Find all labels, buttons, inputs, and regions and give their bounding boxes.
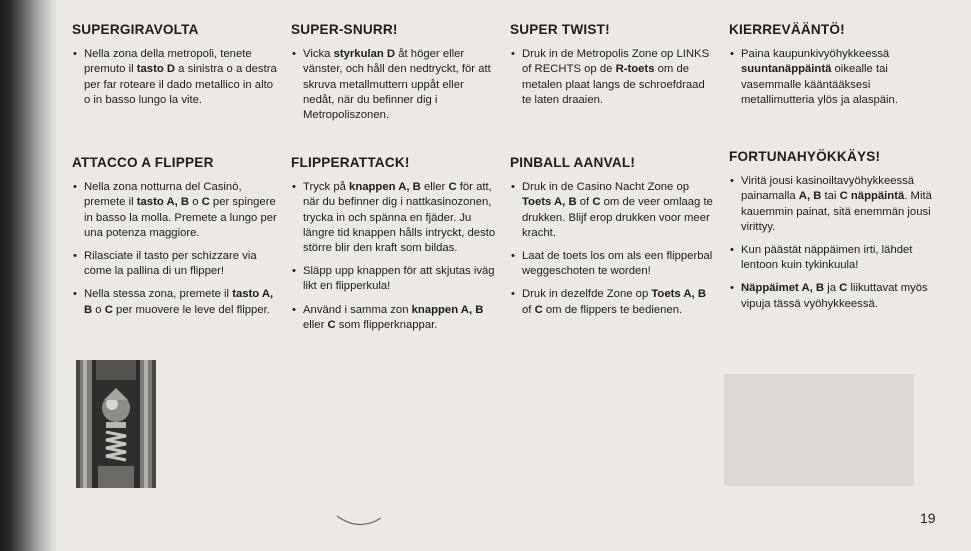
section-title: KIERREVÄÄNTÖ! [729,22,845,37]
bullet-list [729,174,935,312]
bullet-list [510,47,716,108]
bold-text-run: Toets A, B [651,288,706,301]
bold-text-run: R-toets [615,63,655,76]
column-finnish [729,22,935,310]
section [72,22,278,108]
text-run: . Mitä kauemmin painat, sitä enemmän jousi virittyy. [741,190,932,233]
section-title: PINBALL AANVAL! [510,155,636,170]
text-run: om de flippers te bedienen. [542,303,683,316]
bullet-item [510,180,716,241]
bold-text-run: C [327,318,336,331]
text-run: o [189,196,202,209]
section [510,155,716,326]
bullet-item [72,249,278,279]
bold-text-run: C näppäintä [839,190,905,203]
bullet-item [72,47,278,108]
bold-text-run: tasto A, B [84,288,274,316]
text-run: Nella zona notturna del Casinò, premete il [84,181,242,209]
bullet-item [291,180,497,256]
text-run: per muovere le leve del flipper. [112,303,270,316]
text-run: Nella stessa zona, premete il [84,288,233,301]
bold-text-run: tasto D [136,63,176,76]
bullet-item [729,47,935,108]
section [72,155,278,326]
bold-text-run: styrkulan D [333,48,396,61]
text-run: eller [420,181,449,194]
bold-text-run: suuntanäppäintä [741,63,832,76]
bullet-item [72,180,278,241]
text-run: oikealle tai vasemmalle kääntääksesi metallimutteria ylös ja alaspäin. [741,63,898,106]
text-run: per spingere in basso la molla. Premete a lungo per una potenza maggiore. [84,196,277,239]
bullet-item [291,264,497,294]
text-run: Viritä jousi kasinoiltavyöhykkeessä painamalla [741,175,915,203]
bold-text-run: Näppäimet A, B [741,282,825,295]
text-run: Druk in de Metropolis Zone op LINKS of RECHTS op de [522,48,710,76]
section [729,22,935,108]
section-title: SUPER TWIST! [510,22,610,37]
bold-text-run: A, B [798,190,822,203]
section-title: SUPERGIRAVOLTA [72,22,199,37]
bullet-list [72,180,278,318]
bullet-list [291,180,497,333]
bold-text-run: Toets A, B [522,196,577,209]
bold-text-run: C [592,196,601,209]
section-title: SUPER-SNURR! [291,22,398,37]
column-dutch [510,22,716,316]
text-run: of [576,196,593,209]
page-number: 19 [920,510,936,526]
bold-text-run: knappen A, B [411,303,484,316]
text-run: Kun päästät näppäimen irti, lähdet lentoon kuin tykinkuula! [741,244,913,272]
bold-text-run: C [534,303,543,316]
column-swedish [291,22,497,331]
text-run: om de metalen plaat langs de schroefdraad te laten draaien. [522,63,705,106]
bullet-item [72,287,278,317]
section [291,22,497,123]
text-run: eller [303,318,328,331]
text-run: åt höger eller vänster, och håll den nedtryckt, för att skruva metallmuttern uppåt eller nedåt, när du befinner dig i Metropoliszonen. [303,48,491,122]
page-curl-mark [335,512,385,530]
bold-text-run: C [104,303,113,316]
section [729,149,935,320]
bleed-through-image [724,374,914,486]
bold-text-run: C [839,282,848,295]
text-run: Släpp upp knappen för att skjutas iväg likt en flipperkula! [303,265,495,293]
text-run: Paina kaupunkivyöhykkeessä [741,48,890,61]
bullet-item [729,281,935,311]
text-run: Använd i samma zon [303,303,412,316]
text-run: tai [821,190,840,203]
text-run: of [522,303,535,316]
bullet-item [291,303,497,333]
bullet-list [729,47,935,108]
text-run: Laat de toets los om als een flipperbal weggeschoten te worden! [522,250,713,278]
text-run: a sinistra o a destra per far roteare il dado metallico in alto o in basso lungo la vite. [84,63,277,106]
bullet-list [510,180,716,318]
bullet-list [72,47,278,108]
bold-text-run: C [448,181,457,194]
text-run: Nella zona della metropoli, tenete premuto il [84,48,252,76]
bullet-item [291,47,497,123]
text-run: Rilasciate il tasto per schizzare via come la pallina di un flipper! [84,250,257,278]
section-title: ATTACCO A FLIPPER [72,155,214,170]
section-title: FLIPPERATTACK! [291,155,410,170]
bullet-item [510,47,716,108]
bullet-item [729,243,935,273]
book-spine-shadow [0,0,58,551]
text-run: om de veer omlaag te drukken. Blijf erop drukken voor meer kracht. [522,196,713,239]
text-run: Vicka [303,48,334,61]
section [510,22,716,108]
bullet-item [510,249,716,279]
text-run: liikuttavat myös vipuja tässä vyöhykkeessä. [741,282,928,310]
bold-text-run: knappen A, B [349,181,421,194]
bullet-item [729,174,935,235]
text-run: o [92,303,105,316]
text-run: ja [824,282,840,295]
section-title: FORTUNAHYÖKKÄYS! [729,149,881,164]
text-run: Druk in dezelfde Zone op [522,288,652,301]
column-italian [72,22,278,316]
text-run: Tryck på [303,181,350,194]
text-run: för att, när du befinner dig i nattkasinozonen, trycka in och spänna en fjäder. Ju längre tid knappen hålls intryckt, desto större blir den kraft som bildas. [303,181,496,255]
section [291,155,497,341]
bold-text-run: C [201,196,210,209]
text-run: Druk in de Casino Nacht Zone op [522,181,690,194]
pinball-spring-illustration [76,360,156,488]
bullet-list [291,47,497,123]
bold-text-run: tasto A, B [136,196,190,209]
text-run: som flipperknappar. [335,318,438,331]
bullet-item [510,287,716,317]
